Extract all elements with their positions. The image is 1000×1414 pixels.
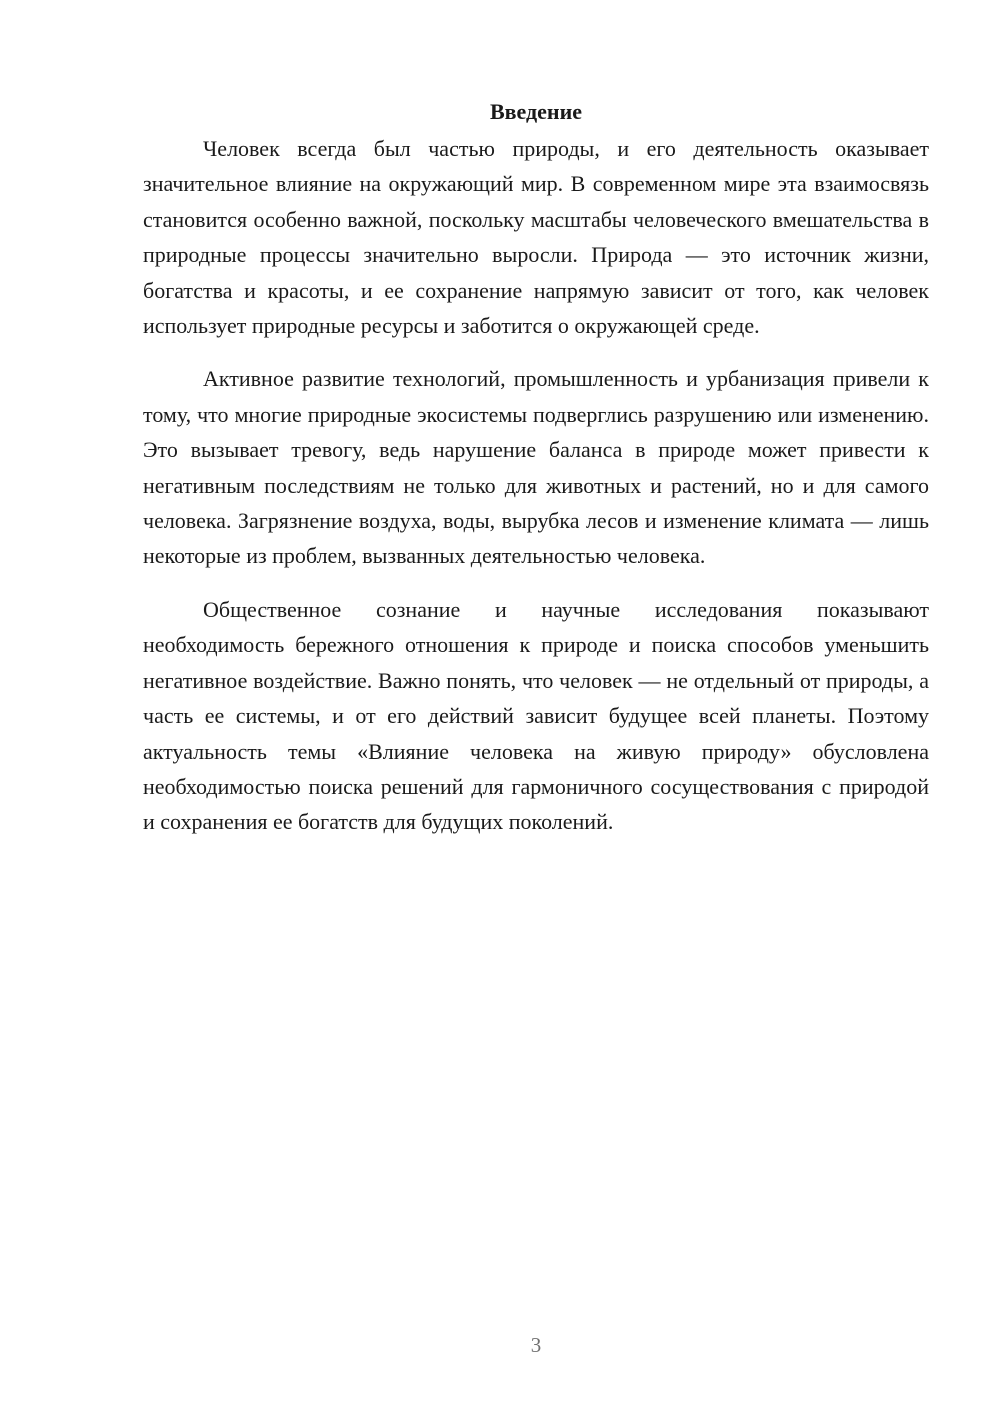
section-heading: Введение <box>489 99 583 124</box>
paragraph-2: Активное развитие технологий, промышленность и урбанизация привели к тому, что многие природные экосистемы подверглись разрушению или изменению. Это вызывает тревогу, ведь нарушение баланса в природе может привести к негативным последствиям не только для животных и растений, но и для самого человека. Загрязнение воздуха, воды, вырубка лесов и изменение климата — лишь некоторые из проблем, вызванных деятельностью человека. <box>143 366 929 569</box>
paragraph-3: Общественное сознание и научные исследования показывают необходимость бережного отношения к природе и поиска способов уменьшить негативное воздействие. Важно понять, что человек — не отдельный от природы, а часть ее системы, и от его действий зависит будущее всей планеты. Поэтому актуальность темы «Влияние человека на живую природу» обусловлена необходимостью поиска решений для гармоничного сосуществования с природой и сохранения ее богатств для будущих поколений. <box>143 596 929 835</box>
page-content <box>143 97 929 840</box>
paragraph-1: Человек всегда был частью природы, и его деятельность оказывает значительное влияние на окружающий мир. В современном мире эта взаимосвязь становится особенно важной, поскольку масштабы человеческого вмешательства в природные процессы значительно выросли. Природа — это источник жизни, богатства и красоты, и ее сохранение напрямую зависит от того, как человек использует природные ресурсы и заботится о окружающей среде. <box>143 136 929 339</box>
page-number: 3 <box>530 1333 542 1357</box>
